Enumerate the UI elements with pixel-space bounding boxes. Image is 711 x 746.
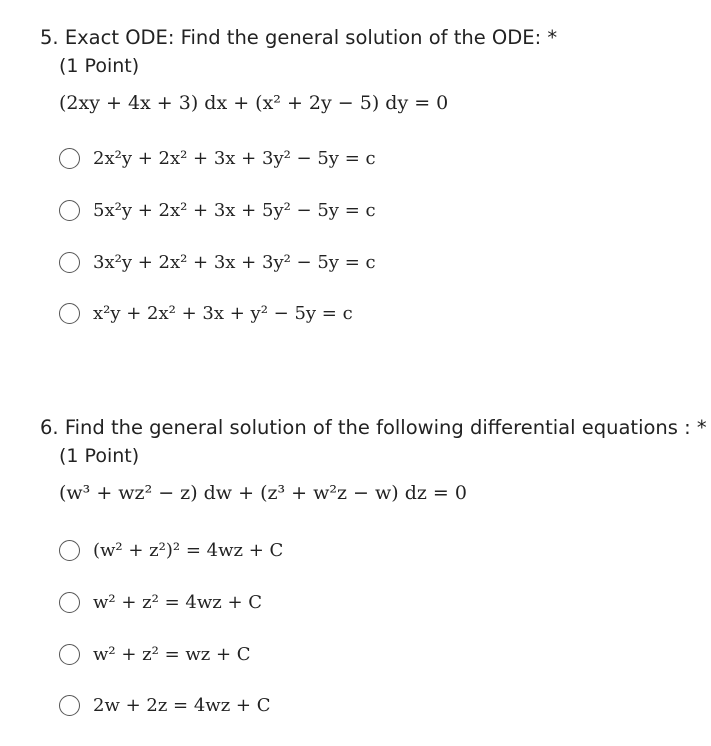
answer-option[interactable] bbox=[59, 537, 283, 563]
option-label: w² + z² = wz + C bbox=[93, 643, 251, 665]
question-number: 5. bbox=[40, 26, 59, 49]
option-label: (w² + z²)² = 4wz + C bbox=[93, 539, 284, 561]
required-asterisk: * bbox=[547, 26, 558, 49]
question-text: Find the general solution of the following differential equations : bbox=[64, 416, 691, 439]
answer-option[interactable] bbox=[59, 300, 353, 326]
question-equation: (2xy + 4x + 3) dx + (x² + 2y − 5) dy = 0 bbox=[59, 92, 449, 114]
question-points: (1 Point) bbox=[59, 55, 140, 77]
answer-option[interactable] bbox=[59, 589, 262, 615]
required-asterisk: * bbox=[696, 416, 707, 439]
radio-button[interactable] bbox=[59, 252, 80, 273]
answer-option[interactable] bbox=[59, 197, 376, 223]
option-label: w² + z² = 4wz + C bbox=[93, 591, 263, 613]
answer-option[interactable] bbox=[59, 145, 376, 171]
radio-button[interactable] bbox=[59, 303, 80, 324]
radio-button[interactable] bbox=[59, 592, 80, 613]
question-title bbox=[40, 415, 707, 441]
question-number: 6. bbox=[40, 416, 59, 439]
question-title bbox=[40, 25, 557, 51]
answer-option[interactable] bbox=[59, 692, 271, 718]
option-label: 2w + 2z = 4wz + C bbox=[93, 694, 271, 716]
question-equation: (w³ + wz² − z) dw + (z³ + w²z − w) dz = 0 bbox=[59, 482, 467, 504]
question-points: (1 Point) bbox=[59, 445, 140, 467]
radio-button[interactable] bbox=[59, 540, 80, 561]
radio-button[interactable] bbox=[59, 644, 80, 665]
radio-button[interactable] bbox=[59, 695, 80, 716]
option-label: 2x²y + 2x² + 3x + 3y² − 5y = c bbox=[93, 147, 376, 169]
question-text: Exact ODE: Find the general solution of the ODE: bbox=[64, 26, 542, 49]
option-label: 3x²y + 2x² + 3x + 3y² − 5y = c bbox=[93, 251, 376, 273]
answer-option[interactable] bbox=[59, 249, 376, 275]
answer-option[interactable] bbox=[59, 641, 251, 667]
option-label: x²y + 2x² + 3x + y² − 5y = c bbox=[93, 302, 353, 324]
option-label: 5x²y + 2x² + 3x + 5y² − 5y = c bbox=[93, 199, 376, 221]
radio-button[interactable] bbox=[59, 200, 80, 221]
radio-button[interactable] bbox=[59, 148, 80, 169]
